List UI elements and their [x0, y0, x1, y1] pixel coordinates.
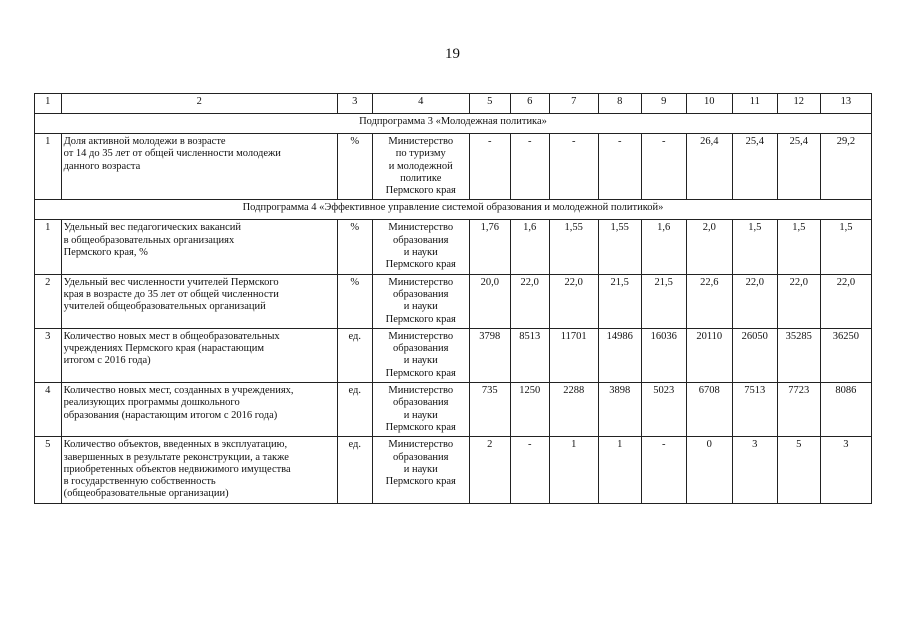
indicator-name-line: (общеобразовательные организации) [63, 488, 229, 500]
indicator-name-line: Количество новых мест, созданных в учреждениях, [63, 385, 294, 397]
responsible-executor [372, 134, 469, 200]
indicator-value: 1,5 [820, 220, 871, 274]
indicator-value: 1,6 [641, 220, 686, 274]
indicator-name-line: Удельный вес педагогических вакансий [63, 222, 242, 234]
responsible-executor-line: и науки [403, 409, 438, 421]
column-number-cell: 2 [61, 94, 337, 114]
indicator-name [61, 328, 337, 382]
indicator-value: 6708 [686, 383, 732, 437]
row-number: 5 [35, 437, 62, 503]
indicator-name [61, 134, 337, 200]
row-number: 2 [35, 274, 62, 328]
indicator-value: 8513 [510, 328, 549, 382]
unit-of-measure: % [337, 134, 372, 200]
responsible-executor-line: и науки [403, 247, 438, 259]
indicator-value: - [510, 437, 549, 503]
indicator-value: 1,5 [732, 220, 777, 274]
indicator-value: 2,0 [686, 220, 732, 274]
indicator-name [61, 383, 337, 437]
column-number-row [35, 94, 872, 114]
indicator-name-line: учителей общеобразовательных организаций [63, 301, 266, 313]
column-number-cell: 13 [820, 94, 871, 114]
indicator-value: 36250 [820, 328, 871, 382]
page-number: 19 [445, 46, 460, 62]
indicator-value: 2288 [549, 383, 598, 437]
indicator-value: 7723 [777, 383, 820, 437]
indicator-value: 1,55 [549, 220, 598, 274]
indicators-table [34, 93, 872, 504]
indicator-value: - [549, 134, 598, 200]
indicator-value: 3798 [469, 328, 510, 382]
indicator-value: 26,4 [686, 134, 732, 200]
indicator-name-line: Количество новых мест в общеобразовательных [63, 330, 280, 342]
indicator-value: 2 [469, 437, 510, 503]
table-row [35, 328, 872, 382]
indicator-value: 8086 [820, 383, 871, 437]
responsible-executor [372, 220, 469, 274]
indicator-value: 21,5 [641, 274, 686, 328]
responsible-executor-line: Пермского края [385, 259, 456, 271]
row-number: 1 [35, 134, 62, 200]
subprogram-title: Подпрограмма 4 «Эффективное управление системой образования и молодежной политикой» [35, 200, 872, 220]
indicator-name [61, 437, 337, 503]
table-row [35, 437, 872, 503]
column-number-cell: 8 [598, 94, 641, 114]
indicator-value: 21,5 [598, 274, 641, 328]
column-number-cell: 4 [372, 94, 469, 114]
subprogram-heading-row [35, 200, 872, 220]
table-row [35, 274, 872, 328]
indicator-value: 5 [777, 437, 820, 503]
indicator-value: 22,0 [777, 274, 820, 328]
indicator-value: 25,4 [732, 134, 777, 200]
indicator-value: 25,4 [777, 134, 820, 200]
indicator-value: 3898 [598, 383, 641, 437]
indicator-name [61, 220, 337, 274]
row-number: 4 [35, 383, 62, 437]
indicator-value: 14986 [598, 328, 641, 382]
column-number-cell: 1 [35, 94, 62, 114]
indicator-name-line: завершенных в результате реконструкции, а также [63, 451, 289, 463]
column-number-cell: 10 [686, 94, 732, 114]
indicator-name-line: Количество объектов, введенных в эксплуатацию, [63, 439, 288, 451]
column-number-cell: 5 [469, 94, 510, 114]
indicator-name-line: реализующих программы дошкольного [63, 397, 240, 409]
indicator-value: - [641, 134, 686, 200]
responsible-executor [372, 383, 469, 437]
responsible-executor-line: образования [393, 397, 449, 409]
indicator-name-line: Доля активной молодежи в возрасте [63, 136, 226, 147]
responsible-executor-line: Пермского края [385, 313, 456, 325]
responsible-executor-line: образования [393, 343, 449, 355]
table-row [35, 134, 872, 200]
indicator-value: 1250 [510, 383, 549, 437]
responsible-executor-line: Министерство [388, 136, 454, 147]
indicator-value: - [469, 134, 510, 200]
responsible-executor [372, 437, 469, 503]
responsible-executor-line: Пермского края [385, 421, 456, 433]
indicator-name-line: образования (нарастающим итогом с 2016 года) [63, 409, 278, 421]
indicator-value: - [598, 134, 641, 200]
indicator-value: 1,6 [510, 220, 549, 274]
indicator-name-line: данного возраста [63, 160, 141, 172]
indicator-value: 26050 [732, 328, 777, 382]
responsible-executor-line: Министерство [388, 385, 454, 397]
indicator-name-line: от 14 до 35 лет от общей численности молодежи [63, 148, 281, 160]
indicator-value: 7513 [732, 383, 777, 437]
responsible-executor [372, 274, 469, 328]
indicator-name-line: в общеобразовательных организациях [63, 234, 235, 246]
indicator-name-line: Пермского края, % [63, 247, 148, 259]
indicator-value: 29,2 [820, 134, 871, 200]
responsible-executor-line: Министерство [388, 276, 454, 288]
indicator-name-line: приобретенных объектов недвижимого имущества [63, 463, 291, 475]
indicator-value: - [641, 437, 686, 503]
subprogram-heading-row [35, 114, 872, 134]
unit-of-measure: % [337, 220, 372, 274]
table-row [35, 220, 872, 274]
column-number-cell: 11 [732, 94, 777, 114]
responsible-executor-line: Министерство [388, 439, 454, 451]
responsible-executor-line: Министерство [388, 222, 454, 234]
indicator-value: 3 [732, 437, 777, 503]
indicator-value: 20,0 [469, 274, 510, 328]
responsible-executor [372, 328, 469, 382]
row-number: 1 [35, 220, 62, 274]
indicator-value: - [510, 134, 549, 200]
responsible-executor-line: и науки [403, 355, 438, 367]
responsible-executor-line: Пермского края [385, 476, 456, 488]
unit-of-measure: % [337, 274, 372, 328]
responsible-executor-line: Пермского края [385, 185, 456, 197]
responsible-executor-line: и науки [403, 301, 438, 313]
indicator-value: 3 [820, 437, 871, 503]
responsible-executor-line: и молодежной [388, 160, 453, 172]
indicator-name-line: Удельный вес численности учителей Пермского [63, 276, 279, 288]
indicator-value: 1,55 [598, 220, 641, 274]
indicator-name [61, 274, 337, 328]
indicator-value: 11701 [549, 328, 598, 382]
column-number-cell: 3 [337, 94, 372, 114]
column-number-cell: 9 [641, 94, 686, 114]
table-row [35, 383, 872, 437]
indicator-value: 22,0 [820, 274, 871, 328]
unit-of-measure: ед. [337, 328, 372, 382]
indicator-value: 1,76 [469, 220, 510, 274]
column-number-cell: 12 [777, 94, 820, 114]
responsible-executor-line: политике [400, 172, 442, 184]
indicator-value: 22,0 [510, 274, 549, 328]
subprogram-title: Подпрограмма 3 «Молодежная политика» [35, 114, 872, 134]
unit-of-measure: ед. [337, 383, 372, 437]
indicator-value: 5023 [641, 383, 686, 437]
responsible-executor-line: образования [393, 234, 449, 246]
indicator-value: 22,6 [686, 274, 732, 328]
indicator-name-line: в государственную собственность [63, 476, 216, 488]
responsible-executor-line: Пермского края [385, 367, 456, 379]
column-number-cell: 7 [549, 94, 598, 114]
responsible-executor-line: образования [393, 288, 449, 300]
indicator-value: 1 [598, 437, 641, 503]
indicator-value: 35285 [777, 328, 820, 382]
indicator-name-line: итогом с 2016 года) [63, 355, 151, 367]
responsible-executor-line: Министерство [388, 330, 454, 342]
indicator-value: 0 [686, 437, 732, 503]
indicator-value: 20110 [686, 328, 732, 382]
indicator-value: 1 [549, 437, 598, 503]
responsible-executor-line: и науки [403, 463, 438, 475]
responsible-executor-line: по туризму [395, 148, 446, 160]
indicator-value: 16036 [641, 328, 686, 382]
indicator-value: 735 [469, 383, 510, 437]
table-body [35, 94, 872, 504]
indicator-name-line: учреждениях Пермского края (нарастающим [63, 343, 264, 355]
column-number-cell: 6 [510, 94, 549, 114]
row-number: 3 [35, 328, 62, 382]
indicator-value: 22,0 [549, 274, 598, 328]
responsible-executor-line: образования [393, 451, 449, 463]
indicator-value: 22,0 [732, 274, 777, 328]
indicator-value: 1,5 [777, 220, 820, 274]
unit-of-measure: ед. [337, 437, 372, 503]
indicator-name-line: края в возрасте до 35 лет от общей численности [63, 288, 279, 300]
